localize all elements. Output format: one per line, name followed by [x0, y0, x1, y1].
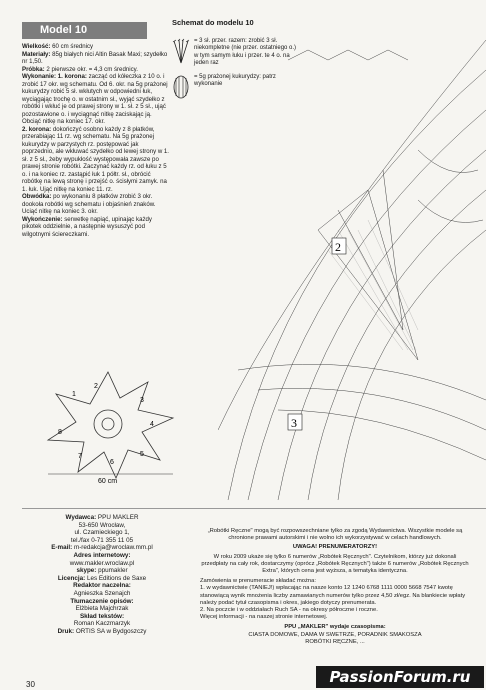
imprint-line: Elżbieta Majchrzak	[75, 605, 129, 613]
instruction-materials: Materiały: 85g białych nici Altin Basak Maxi; szydełko nr 1,50.	[22, 50, 168, 65]
imprint-line: Tłumaczenie opisów:	[70, 597, 134, 605]
popcorn-icon	[172, 74, 194, 103]
model-title: Model 10	[22, 22, 147, 39]
motif-number: 3	[140, 397, 144, 404]
instruction-size: Wielkość: 60 cm średnicy	[22, 43, 94, 50]
fan-icon	[172, 38, 194, 67]
instruction-sample: Próbka: 2 pierwsze okr. = 4,3 cm średnicy.	[22, 65, 138, 73]
motif-number: 8	[58, 429, 62, 436]
imprint-line: www.makler.wroclaw.pl	[69, 559, 135, 567]
notice-heading: PPU „MAKLER" wydaje czasopisma:	[284, 624, 386, 631]
motif-diagram	[28, 360, 188, 485]
notice-paragraph: CIASTA DOMOWE, DAMA W SWETRZE, PORADNIK SMAKOSZA	[248, 631, 422, 638]
imprint-line: Skład tekstów:	[79, 612, 125, 620]
imprint-line: Adres internetowy:	[73, 551, 131, 559]
imprint-line: Wydawca: PPU MAKLER	[65, 514, 139, 521]
schema-title: Schemat do modelu 10	[172, 18, 254, 27]
imprint-line: skype: ppumakler	[76, 567, 128, 575]
motif-number: 6	[110, 459, 114, 466]
notice-paragraph: 2. Na poczcie i w oddziałach Ruch SA - na okresy półroczne i roczne.	[200, 607, 378, 614]
copyright-text: „Robótki Ręczne" mogą być rozpowszechniane tylko za zgodą Wydawnictwa. Wszystkie modele są chronione prawami autorskimi i nie wolno ich wykorzystywać w celach handlowych.	[207, 528, 463, 542]
motif-number: 7	[78, 453, 82, 460]
subscription-notice	[200, 528, 470, 646]
legend-text: = 5g prażonej kukurydzy: patrz wykonanie	[194, 73, 276, 88]
imprint-line: Druk: ORTIS SA w Bydgoszczy	[57, 627, 147, 635]
motif-number: 2	[94, 383, 98, 390]
motif-number: 4	[150, 421, 154, 428]
imprint-line: 53-650 Wrocław,	[78, 521, 126, 529]
instruction-crown-1: Wykonanie: 1. korona: zacząć od kółeczka z 10 o. i zrobić 17 okr. wg schematu. Od 6. okr. na 5g prażonej kukurydzy robić 5 sł. wkłutych w odpowiedni łuk, wyciągając trochę o. w ostatnim sł., wyjąć szydełko z robótki i wkłuć je od prawej strony w 1. sł. z 5 sł., ująć pozostawione o. i wyciągnąć nitkę zaciskając ją. Obciąć nitkę na koniec 17. okr.	[22, 73, 168, 125]
notice-heading: UWAGA! PRENUMERATORZY!	[292, 544, 378, 551]
instruction-crown-2: 2. korona: dokończyć osobno każdy z 8 płatków, przerabiając 11 rz. wg schematu. Na 5g prażonej kukurydzy w parzystych rz. postępować jak poprzednio, ale wkłuwać szydełko od lewej strony w 1. sł. z 5 sł., żeby wypukłość występowała zawsze po prawej stronie robótki. Zaczynać każdy rz. od łuku z 5 o. i na koniec rz. zastąpić łuk 1 półtr. sł., obrócić robótkę na lewą stronę i przejść o. ścisłymi zamyk. na 1. łuk. Ująć nitkę na koniec 11. rz.	[22, 125, 169, 193]
motif-size-label: 60 cm	[98, 478, 118, 485]
motif-number: 5	[140, 451, 144, 458]
divider	[22, 508, 486, 509]
crochet-diagram	[218, 30, 486, 500]
imprint-line: Roman Kaczmarzyk	[73, 620, 131, 628]
notice-paragraph: ROBÓTKI RĘCZNE, ...	[305, 638, 365, 645]
notice-paragraph: W roku 2009 ukaże się tylko 6 numerów „Robótek Ręcznych". Czytelnikom, którzy już dokonali przedpłaty na cały rok, dostarczymy (oprócz „Robótek Ręcznych") także 6 numerów „Robótek Ręcznych Extra", których cena jest wyższa, a tematyka identyczna.	[201, 553, 469, 575]
imprint-line: Licencja: Les Editions de Saxe	[57, 574, 147, 582]
motif-number: 1	[72, 391, 76, 398]
instruction-border: Obwódka: po wykonaniu 8 płatków zrobić 3 okr. dookoła robótki wg schematu i objaśnień znaków. Uciąć nitkę na koniec 3. okr.	[22, 193, 156, 215]
diagram-label: 2	[335, 240, 341, 254]
page-number: 30	[26, 680, 35, 689]
imprint-line: tel./fax 0-71 355 11 05	[70, 536, 134, 544]
imprint-line: Redaktor naczelna:	[73, 582, 131, 590]
imprint-line: E-mail: m-redakcja@wroclaw.mm.pl	[51, 544, 153, 552]
notice-paragraph: 1. w wydawnictwie (TANIEJ!) wpłacając na nasze konto 12 1240 6768 1111 0000 5668 7547 kwotę stanowiącą wynik mnożenia liczby zamawianych numerów tylko przez 4,50 zł/egz. Na blankiecie wpłaty należy podać tytuł czasopisma i okres, jakiego dotyczy prenumerata.	[200, 585, 466, 606]
notice-paragraph: Zamówienia w prenumeracie składać można:	[200, 578, 316, 585]
legend-text: = 3 sł. przer. razem: zrobić 3 sł. niekompletne (nie przer. ostatniego o.) w tym samym łuku i przer. te 4 o. na jeden raz	[194, 38, 297, 67]
imprint-line: Agnieszka Szenajch	[73, 589, 131, 597]
notice-paragraph: Więcej informacji - na naszej stronie internetowej.	[200, 614, 328, 621]
diagram-label: 3	[291, 416, 297, 430]
watermark: PassionForum.ru	[316, 666, 484, 688]
imprint-line: ul. Czamieckiego 1,	[74, 529, 130, 537]
imprint	[26, 514, 178, 636]
instructions-text	[22, 43, 170, 238]
instruction-finish: Wykończenie: serwetkę napiąć, upinając każdy pikotek oddzielnie, a następnie wysuszyć pod wilgotnymi ściereczkami.	[22, 215, 152, 238]
